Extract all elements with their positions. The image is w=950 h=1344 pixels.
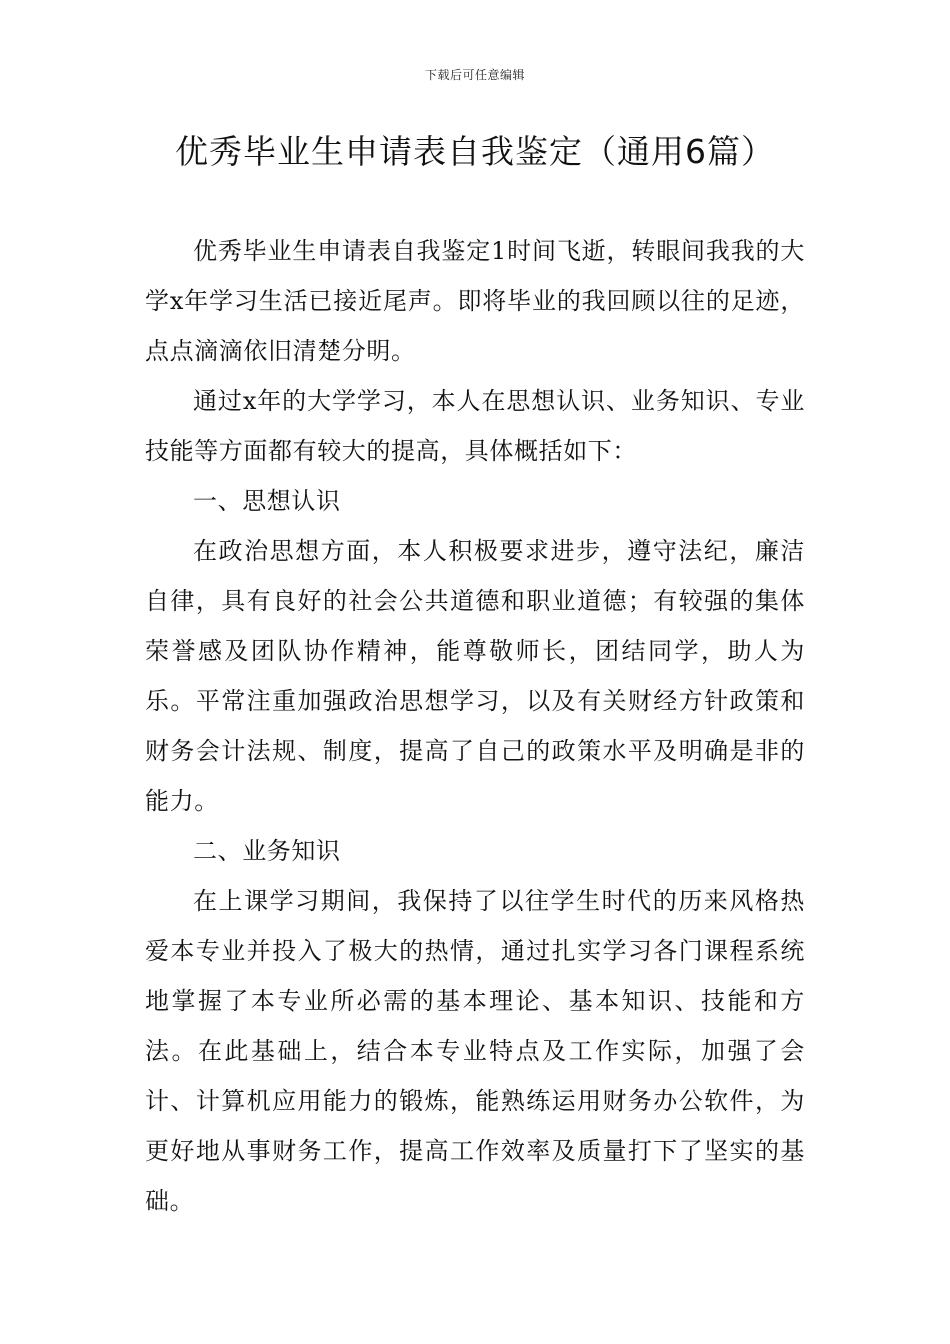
document-title: 优秀毕业生申请表自我鉴定（通用6篇） [175, 132, 775, 171]
paragraph-knowledge: 在上课学习期间，我保持了以往学生时代的历来风格热爱本专业并投入了极大的热情，通过扎实学习各门课程系统地掌握了本专业所必需的基本理论、基本知识、技能和方法。在此基础上，结合本专业特点及工作实际，加强了会计、计算机应用能力的锻炼，能熟练运用财务办公软件，为更好地从事财务工作，提高工作效率及质量打下了坚实的基础。 [145, 887, 805, 1215]
paragraph-thought: 在政治思想方面，本人积极要求进步，遵守法纪，廉洁自律，具有良好的社会公共道德和职业道德；有较强的集体荣誉感及团队协作精神，能尊敬师长，团结同学，助人为乐。平常注重加强政治思想学习，以及有关财经方针政策和财务会计法规、制度，提高了自己的政策水平及明确是非的能力。 [145, 537, 805, 815]
section-heading-knowledge: 二、业务知识 [193, 837, 341, 865]
paragraph-intro: 优秀毕业生申请表自我鉴定1时间飞逝，转眼间我我的大学x年学习生活已接近尾声。即将毕业的我回顾以往的足迹，点点滴滴依旧清楚分明。 [145, 237, 805, 365]
document-body [145, 226, 805, 1226]
section-heading-thought: 一、思想认识 [193, 487, 341, 515]
header-note: 下载后可任意编辑 [424, 68, 525, 82]
paragraph-summary: 通过x年的大学学习，本人在思想认识、业务知识、专业技能等方面都有较大的提高，具体概括如下： [145, 387, 805, 465]
